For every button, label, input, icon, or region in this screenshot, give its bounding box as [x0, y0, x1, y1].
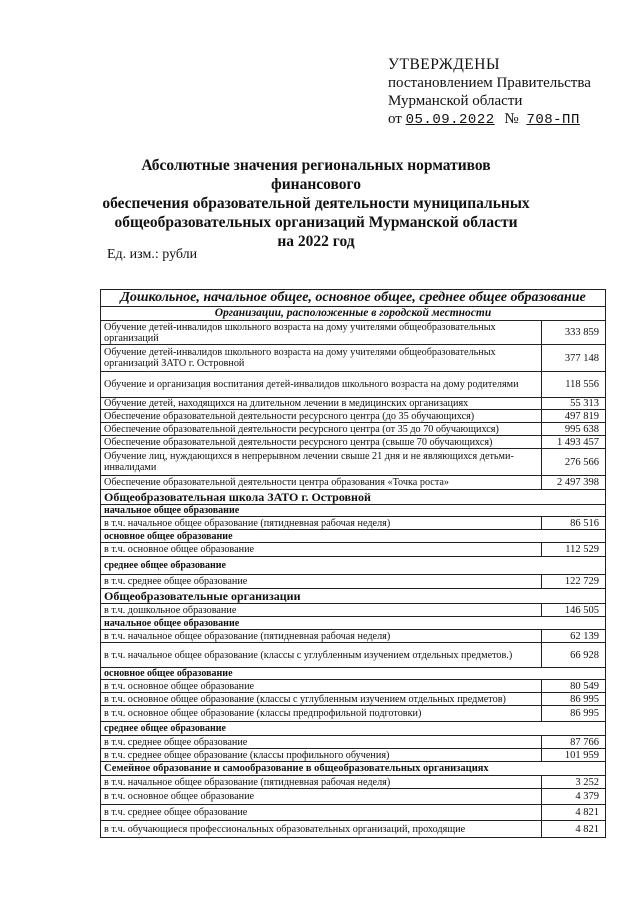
row-label: в т.ч. обучающиеся профессиональных образовательных организаций, проходящие: [101, 821, 542, 838]
subheading-row: [101, 505, 606, 517]
row-label: в т.ч. основное общее образование (классы предпрофильной подготовки): [101, 706, 542, 722]
row-label: Обучение и организация воспитания детей-инвалидов школьного возраста на дому родителями: [101, 372, 542, 398]
row-value: 497 819: [542, 410, 606, 423]
row-value: 146 505: [542, 604, 606, 617]
row-label: Обеспечение образовательной деятельности центра образования «Точка роста»: [101, 476, 542, 490]
table-row: [101, 643, 606, 668]
row-value: 333 859: [542, 321, 606, 345]
subheading: среднее общее образование: [101, 722, 606, 736]
row-value: 80 549: [542, 680, 606, 693]
table-row: [101, 749, 606, 762]
subheading-row: [101, 722, 606, 736]
subheading-row: [101, 557, 606, 575]
norms-table: [100, 289, 606, 838]
section-row: [101, 307, 606, 321]
row-label: в т.ч. основное общее образование: [101, 543, 542, 557]
document-title: [100, 156, 532, 251]
approval-date-prefix: от: [388, 111, 402, 127]
row-label: Обеспечение образовательной деятельности ресурсного центра (до 35 обучающихся): [101, 410, 542, 423]
row-label: в т.ч. начальное общее образование (пятидневная рабочая неделя): [101, 517, 542, 530]
row-label: в т.ч. среднее общее образование: [101, 805, 542, 821]
table-row: [101, 372, 606, 398]
table-row: [101, 345, 606, 372]
row-value: 3 252: [542, 776, 606, 789]
subheading: среднее общее образование: [101, 557, 606, 575]
subheading: основное общее образование: [101, 530, 606, 543]
row-value: 112 529: [542, 543, 606, 557]
row-value: 86 995: [542, 693, 606, 706]
row-label: Обеспечение образовательной деятельности ресурсного центра (свыше 70 обучающихся): [101, 436, 542, 449]
table-row: [101, 805, 606, 821]
table-row: [101, 680, 606, 693]
row-value: 101 959: [542, 749, 606, 762]
table-header-row: [101, 290, 606, 307]
row-value: 87 766: [542, 736, 606, 749]
row-value: 4 821: [542, 805, 606, 821]
row-label: в т.ч. среднее общее образование (классы профильного обучения): [101, 749, 542, 762]
table-row: [101, 776, 606, 789]
row-value: 66 928: [542, 643, 606, 668]
row-value: 276 566: [542, 449, 606, 476]
row-label: в т.ч. среднее общее образование: [101, 736, 542, 749]
row-value: 4 379: [542, 789, 606, 805]
row-label: Обучение лиц, нуждающихся в непрерывном лечении свыше 21 дня и не являющихся детьми-инвалидами: [101, 449, 542, 476]
table-row: [101, 423, 606, 436]
approval-number-sign: №: [504, 111, 519, 127]
row-value: 2 497 398: [542, 476, 606, 490]
approval-date: 05.09.2022: [405, 112, 495, 128]
table-row: [101, 321, 606, 345]
row-value: 1 493 457: [542, 436, 606, 449]
subheading-row: [101, 668, 606, 680]
row-label: в т.ч. основное общее образование: [101, 680, 542, 693]
table-row: [101, 543, 606, 557]
group-general-orgs-title: Общеобразовательные организации: [101, 589, 606, 604]
row-label: Обучение детей-инвалидов школьного возраста на дому учителями общеобразовательных организаций ЗАТО г. Островной: [101, 345, 542, 372]
row-value: 122 729: [542, 575, 606, 589]
row-label: в т.ч. дошкольное образование: [101, 604, 542, 617]
title-line-1: Абсолютные значения региональных нормативов финансового: [141, 157, 491, 193]
approval-date-line: [388, 110, 628, 129]
row-value: 118 556: [542, 372, 606, 398]
row-label: в т.ч. основное общее образование (классы с углубленным изучением отдельных предметов): [101, 693, 542, 706]
table-row: [101, 517, 606, 530]
table-row: [101, 821, 606, 838]
unit-label: Ед. изм.: рубли: [107, 247, 198, 262]
title-line-3: общеобразовательных организаций Мурманской области: [114, 214, 518, 231]
subheading: начальное общее образование: [101, 505, 606, 517]
subheading-row: [101, 617, 606, 630]
subheading-row: [101, 530, 606, 543]
row-label: Обучение детей, находящихся на длительном лечении в медицинских организациях: [101, 398, 542, 410]
table-row: [101, 706, 606, 722]
row-label: в т.ч. основное общее образование: [101, 789, 542, 805]
table-row: [101, 789, 606, 805]
table-row: [101, 575, 606, 589]
row-value: 86 516: [542, 517, 606, 530]
row-label: в т.ч. начальное общее образование (классы с углубленным изучением отдельных предметов.): [101, 643, 542, 668]
table-header: Дошкольное, начальное общее, основное общее, среднее общее образование: [101, 290, 606, 307]
row-value: 62 139: [542, 630, 606, 643]
section-urban-title: Организации, расположенные в городской местности: [101, 307, 606, 321]
row-value: 55 313: [542, 398, 606, 410]
row-label: в т.ч. начальное общее образование (пятидневная рабочая неделя): [101, 776, 542, 789]
row-value: 377 148: [542, 345, 606, 372]
row-label: Обеспечение образовательной деятельности ресурсного центра (от 35 до 70 обучающихся): [101, 423, 542, 436]
subheading: начальное общее образование: [101, 617, 606, 630]
group-row: [101, 762, 606, 776]
table-row: [101, 693, 606, 706]
table-row: [101, 476, 606, 490]
table-row: [101, 604, 606, 617]
table-row: [101, 398, 606, 410]
row-label: в т.ч. начальное общее образование (пятидневная рабочая неделя): [101, 630, 542, 643]
row-value: 4 821: [542, 821, 606, 838]
row-label: в т.ч. среднее общее образование: [101, 575, 542, 589]
group-row: [101, 589, 606, 604]
table-row: [101, 436, 606, 449]
table-row: [101, 410, 606, 423]
row-label: Обучение детей-инвалидов школьного возраста на дому учителями общеобразовательных организаций: [101, 321, 542, 345]
group-row: [101, 490, 606, 505]
title-line-2: обеспечения образовательной деятельности муниципальных: [102, 195, 530, 212]
row-value: 995 638: [542, 423, 606, 436]
approval-block: [388, 56, 628, 129]
title-line-4: на 2022 год: [277, 233, 355, 250]
approval-line-2: Мурманской области: [388, 93, 523, 109]
row-value: 86 995: [542, 706, 606, 722]
approval-number: 708-ПП: [526, 112, 580, 128]
approval-title: УТВЕРЖДЕНЫ: [388, 56, 500, 73]
table-row: [101, 449, 606, 476]
subheading: основное общее образование: [101, 668, 606, 680]
group-ostrovnoy-title: Общеобразовательная школа ЗАТО г. Островной: [101, 490, 606, 505]
table-row: [101, 736, 606, 749]
table-row: [101, 630, 606, 643]
approval-line-1: постановлением Правительства: [388, 75, 591, 91]
group-family-education-title: Семейное образование и самообразование в общеобразовательных организациях: [101, 762, 606, 776]
